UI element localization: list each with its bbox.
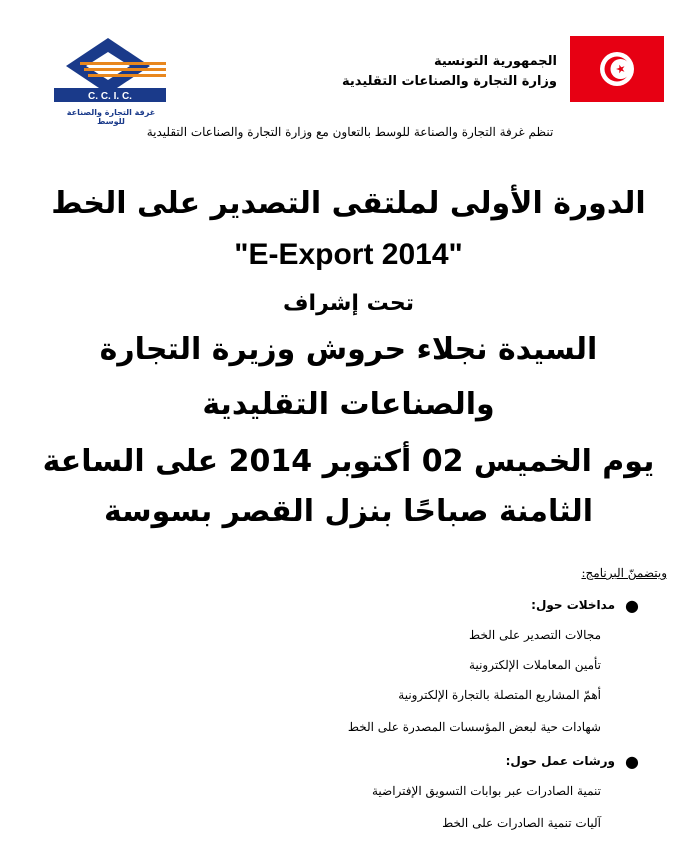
list-item: شهادات حية لبعض المؤسسات المصدرة على الخط <box>347 720 601 734</box>
event-date-line-1: يوم الخميس 02 أكتوبر 2014 على الساعة <box>42 444 655 479</box>
event-date-line-2: الثامنة صباحًا بنزل القصر بسوسة <box>103 494 594 529</box>
patronage-label: تحت إشراف <box>282 291 415 316</box>
event-title: الدورة الأولى لملتقى التصدير على الخط <box>51 186 646 221</box>
bullet-icon: ● <box>625 752 639 771</box>
section-heading-talks: مداخلات حول: <box>531 598 615 612</box>
organizer-line: تنظم غرفة التجارة والصناعة للوسط بالتعاون مع وزارة التجارة والصناعات التقليدية <box>146 125 554 139</box>
logo-caption: غرفة التجارة والصناعة للوسط <box>66 108 156 126</box>
minister-line-2: والصناعات التقليدية <box>202 387 495 422</box>
minister-line-1: السيدة نجلاء حروش وزيرة التجارة <box>99 332 598 367</box>
ministry-name: وزارة التجارة والصناعات التقليدية <box>342 74 557 89</box>
government-header <box>257 52 557 92</box>
tunisia-flag <box>570 36 664 102</box>
section-heading-workshops: ورشات عمل حول: <box>505 754 615 768</box>
list-item: أهمّ المشاريع المتصلة بالتجارة الإلكترونية <box>398 688 601 702</box>
event-name: "E-Export 2014" <box>234 238 463 271</box>
country-name: الجمهورية التونسية <box>433 54 557 69</box>
list-item: تنمية الصادرات عبر بوابات التسويق الإفتراضية <box>371 784 601 798</box>
list-item: تأمين المعاملات الإلكترونية <box>469 658 601 672</box>
program-intro: ويتضمنّ البرنامج: <box>581 566 667 580</box>
bullet-icon: ● <box>625 596 639 615</box>
flag-emblem-icon <box>570 36 664 102</box>
list-item: مجالات التصدير على الخط <box>469 628 601 642</box>
list-item: آليات تنمية الصادرات على الخط <box>442 816 601 830</box>
logo-text: C. C. I. C. <box>88 91 132 102</box>
